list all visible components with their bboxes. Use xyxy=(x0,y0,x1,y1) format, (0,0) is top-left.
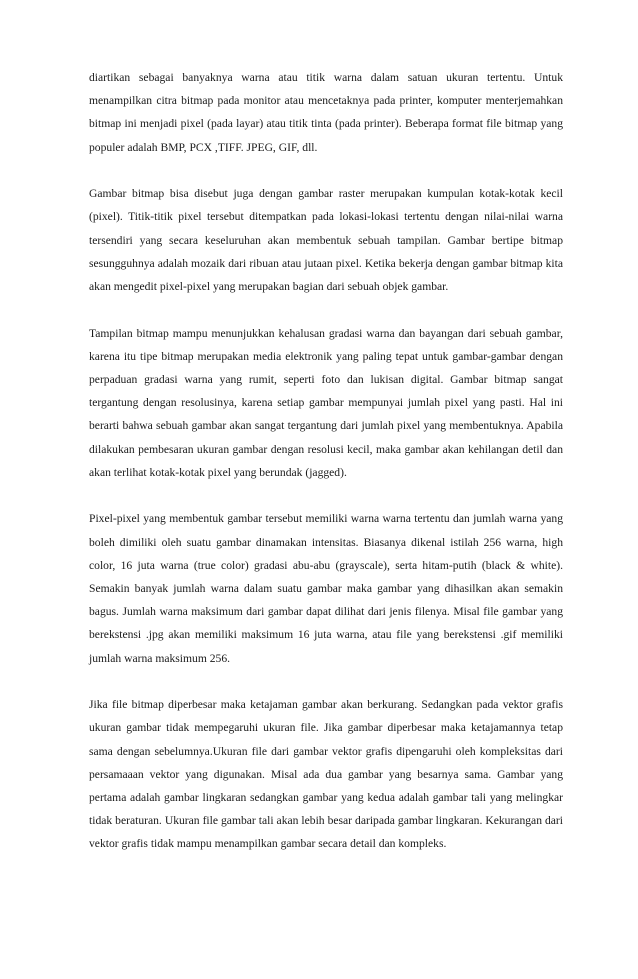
paragraph-bitmap-definition: diartikan sebagai banyaknya warna atau titik warna dalam satuan ukuran tertentu. Untuk menampilkan citra bitmap pada monitor atau mencetaknya pada printer, komputer menterjemahkan bitmap ini menjadi pixel (pada layar) atau titik tinta (pada printer). Beberapa format file bitmap yang populer adalah BMP, PCX ,TIFF. JPEG, GIF, dll. xyxy=(89,71,563,154)
paragraph-vector-graphics: Jika file bitmap diperbesar maka ketajaman gambar akan berkurang. Sedangkan pada vektor grafis ukuran gambar tidak mempegaruhi ukuran file. Jika gambar diperbesar maka ketajamannya tetap sama dengan sebelumnya.Ukuran file dari gambar vektor grafis dipengaruhi oleh kompleksitas dari persamaaan vektor yang digunakan. Misal ada dua gambar yang besarnya sama. Gambar yang pertama adalah gambar lingkaran sedangkan gambar yang kedua adalah gambar tali yang melingkar tidak beraturan. Ukuran file gambar tali akan lebih besar daripada gambar lingkaran. Kekurangan dari vektor grafis tidak mampu menampilkan gambar secara detail dan kompleks. xyxy=(89,698,563,851)
paragraph-bitmap-display: Tampilan bitmap mampu menunjukkan kehalusan gradasi warna dan bayangan dari sebuah gambar, karena itu tipe bitmap merupakan media elektronik yang paling tepat untuk gambar-gambar dengan perpaduan gradasi warna yang rumit, seperti foto dan lukisan digital. Gambar bitmap sangat tergantung dengan resolusinya, karena setiap gambar mempunyai jumlah pixel yang pasti. Hal ini berarti bahwa sebuah gambar akan sangat tergantung dari jumlah pixel yang membentuknya. Apabila dilakukan pembesaran ukuran gambar dengan resolusi kecil, maka gambar akan kehilangan detil dan akan terlihat kotak-kotak pixel yang berundak (jagged). xyxy=(89,326,563,479)
document-body xyxy=(89,66,563,856)
paragraph-bitmap-raster: Gambar bitmap bisa disebut juga dengan gambar raster merupakan kumpulan kotak-kotak kecil (pixel). Titik-titik pixel tersebut ditempatkan pada lokasi-lokasi tertentu dengan nilai-nilai warna tersendiri yang secara keseluruhan akan membentuk sebuah tampilan. Gambar bertipe bitmap sesungguhnya adalah mozaik dari ribuan atau jutaan pixel. Ketika bekerja dengan gambar bitmap kita akan mengedit pixel-pixel yang merupakan bagian dari sebuah objek gambar. xyxy=(89,187,563,294)
paragraph-pixel-color: Pixel-pixel yang membentuk gambar tersebut memiliki warna warna tertentu dan jumlah warna yang boleh dimiliki oleh suatu gambar dinamakan intensitas. Biasanya dikenal istilah 256 warna, high color, 16 juta warna (true color) gradasi abu-abu (grayscale), serta hitam-putih (black & white). Semakin banyak jumlah warna dalam suatu gambar maka gambar yang dihasilkan akan semakin bagus. Jumlah warna maksimum dari gambar dapat dilihat dari jenis filenya. Misal file gambar yang berekstensi .jpg akan memiliki maksimum 16 juta warna, atau file yang berekstensi .gif memiliki jumlah warna maksimum 256. xyxy=(89,512,563,665)
